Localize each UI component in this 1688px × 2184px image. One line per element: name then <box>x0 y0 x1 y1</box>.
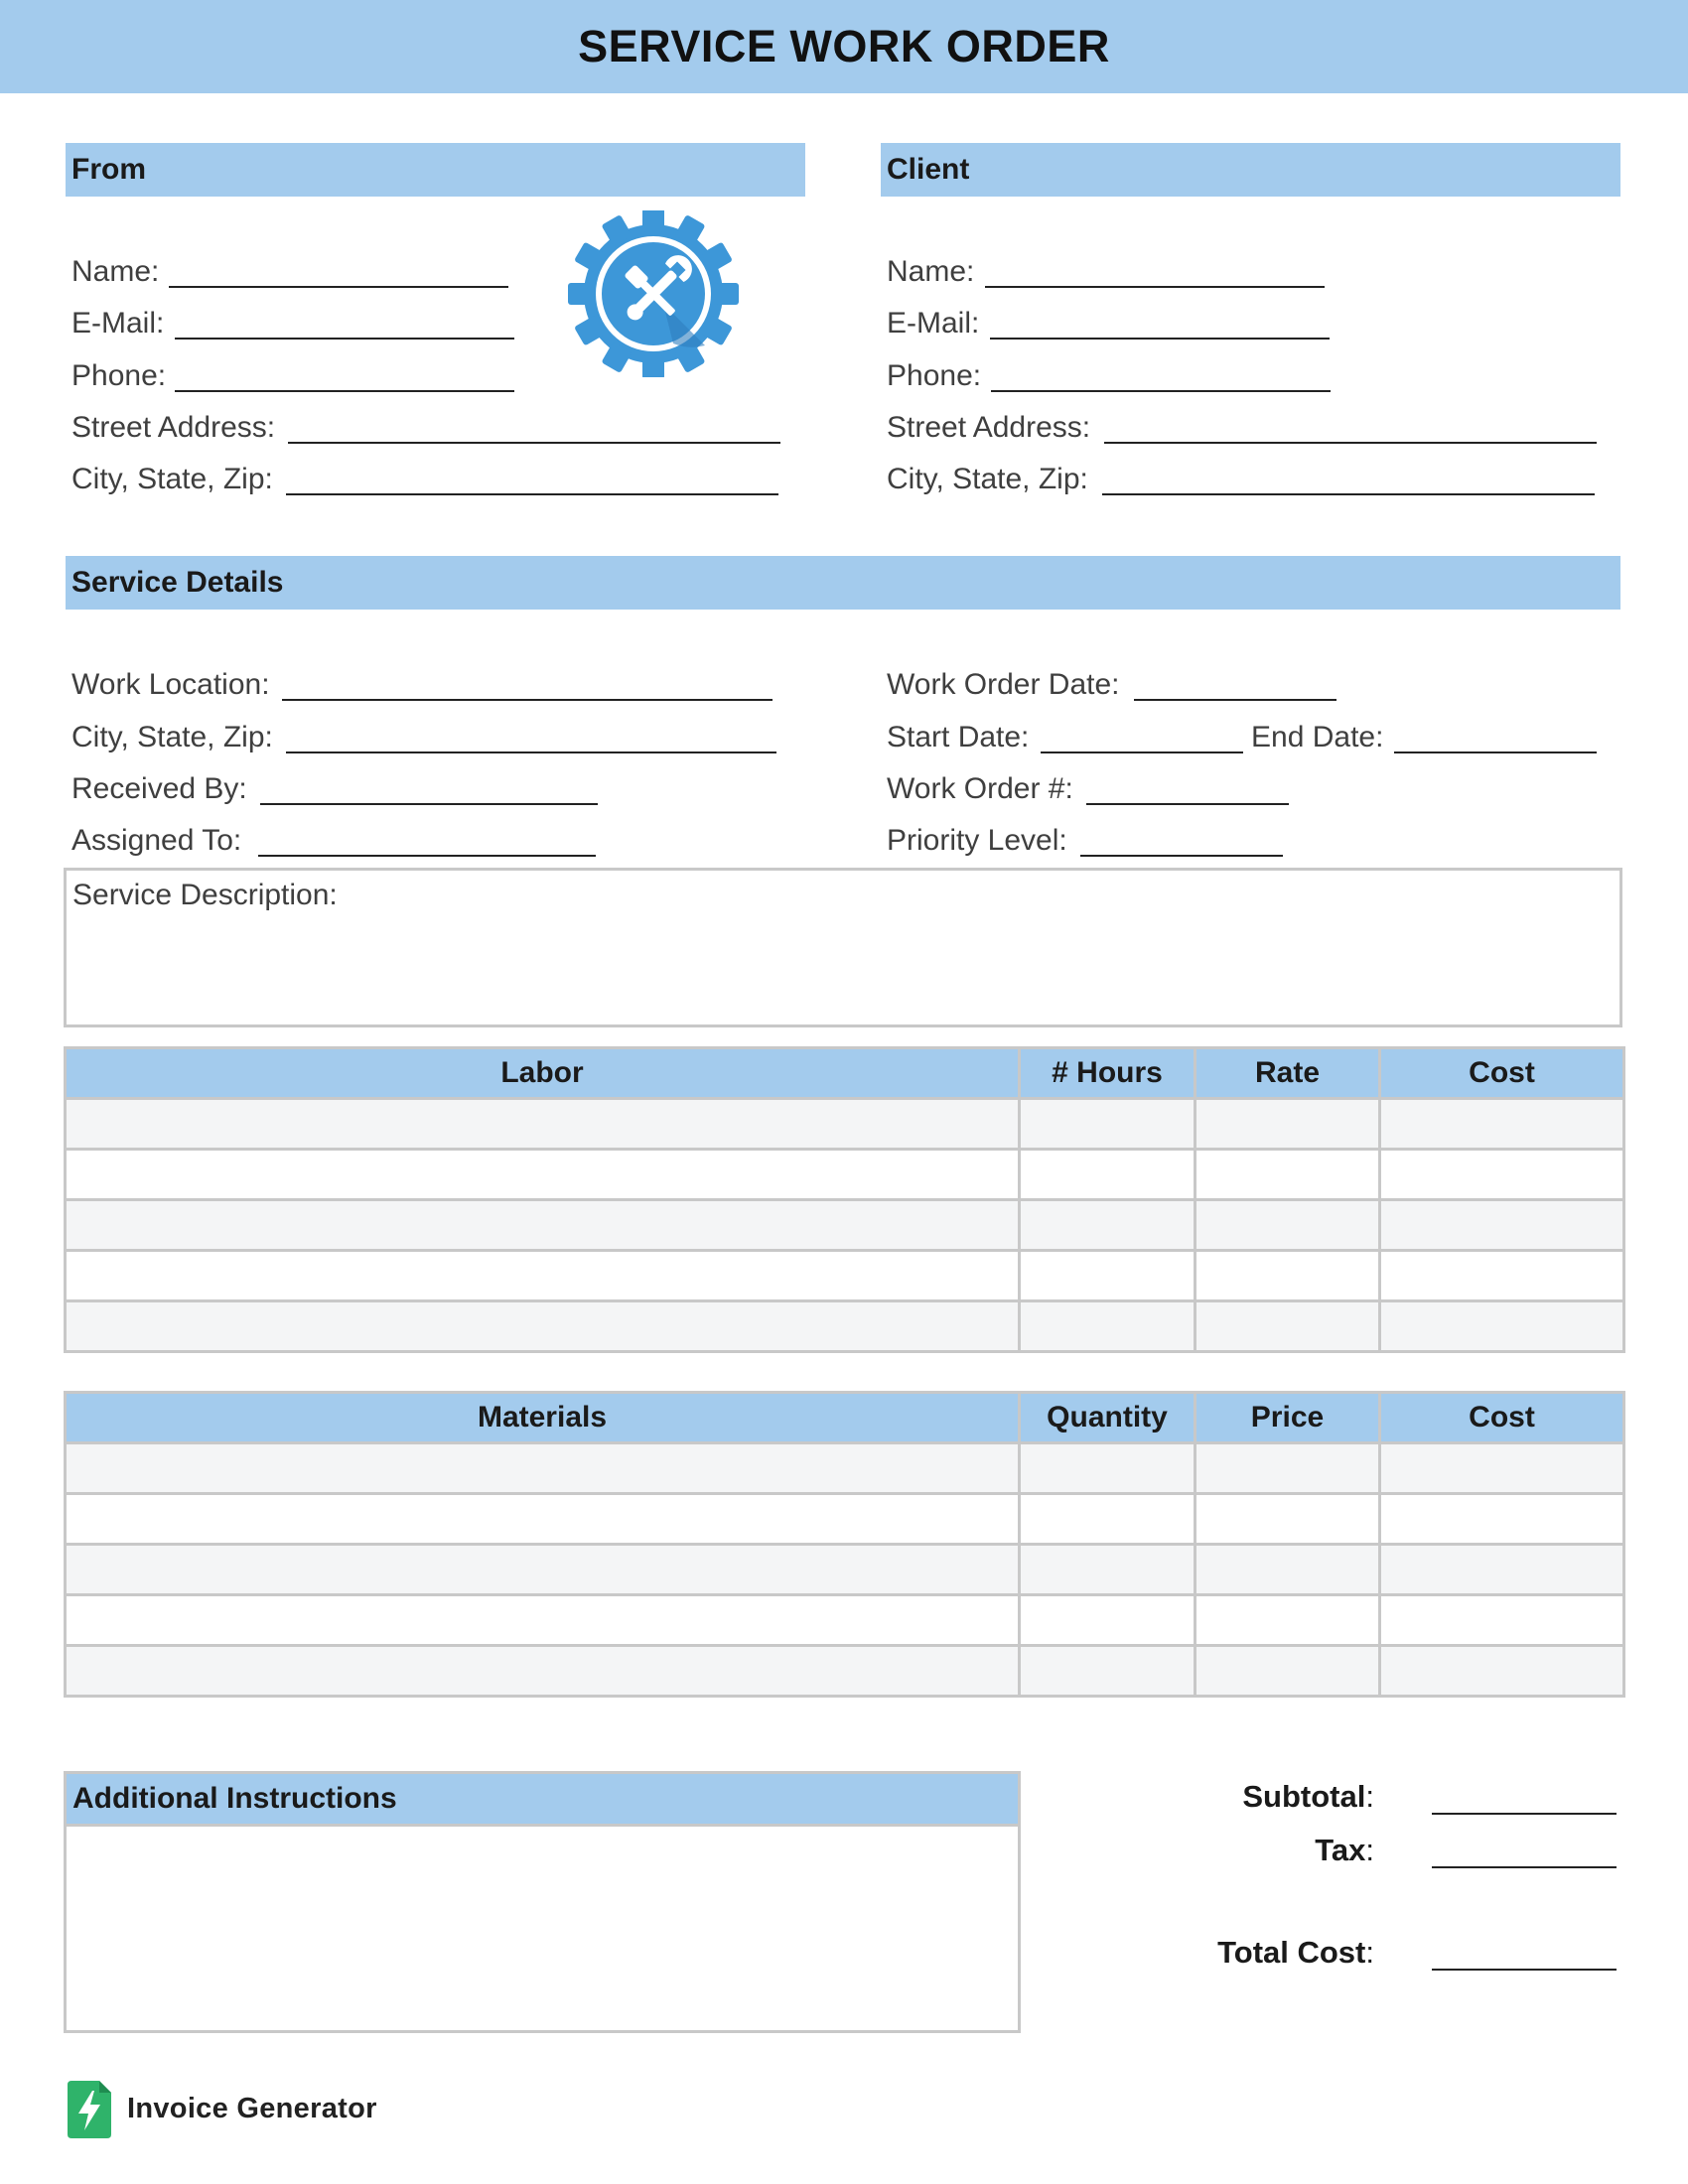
price-header: Price <box>1196 1393 1380 1443</box>
tax-colon: : <box>1365 1833 1374 1867</box>
labor-cell[interactable] <box>66 1301 1020 1352</box>
cost-cell[interactable] <box>1380 1200 1624 1251</box>
subtotal-label <box>1116 1777 1374 1817</box>
client-street-label: Street Address: <box>887 411 1091 444</box>
work-order-number-label: Work Order #: <box>887 772 1073 805</box>
hours-cell[interactable] <box>1020 1150 1196 1200</box>
service-city-label: City, State, Zip: <box>71 721 273 753</box>
from-email-label: E-Mail: <box>71 307 165 340</box>
client-name-field[interactable] <box>985 286 1325 288</box>
material-cell[interactable] <box>66 1646 1020 1697</box>
materials-header: Materials <box>66 1393 1020 1443</box>
client-email-field[interactable] <box>990 338 1330 340</box>
hours-cell[interactable] <box>1020 1099 1196 1150</box>
work-order-number-field[interactable] <box>1086 803 1289 805</box>
total-cost-colon: : <box>1365 1935 1374 1970</box>
additional-instructions-heading: Additional Instructions <box>72 1782 397 1815</box>
quantity-cell[interactable] <box>1020 1545 1196 1595</box>
service-description-box[interactable] <box>64 868 1622 1027</box>
from-phone-field[interactable] <box>175 390 514 392</box>
from-name-field[interactable] <box>169 286 508 288</box>
subtotal-colon: : <box>1365 1779 1374 1814</box>
total-cost-field[interactable] <box>1432 1969 1617 1971</box>
service-city-field[interactable] <box>286 751 776 753</box>
received-by-label: Received By: <box>71 772 247 805</box>
total-cost-label <box>1116 1933 1374 1973</box>
title-band <box>0 0 1688 93</box>
from-section-header <box>66 143 805 197</box>
rate-cell[interactable] <box>1196 1301 1380 1352</box>
client-name-label: Name: <box>887 255 975 288</box>
table-row <box>66 1251 1624 1301</box>
price-cell[interactable] <box>1196 1545 1380 1595</box>
labor-table-header <box>66 1048 1624 1099</box>
from-name-label: Name: <box>71 255 160 288</box>
work-order-date-field[interactable] <box>1134 699 1336 701</box>
from-phone-label: Phone: <box>71 359 167 392</box>
table-row <box>66 1443 1624 1494</box>
received-by-field[interactable] <box>260 803 598 805</box>
wrench-screwdriver-gear-icon <box>568 210 739 377</box>
rate-cell[interactable] <box>1196 1150 1380 1200</box>
table-row <box>66 1150 1624 1200</box>
tax-field[interactable] <box>1432 1866 1617 1868</box>
from-city-field[interactable] <box>286 493 778 495</box>
from-heading: From <box>71 153 146 186</box>
work-location-field[interactable] <box>282 699 773 701</box>
subtotal-field[interactable] <box>1432 1813 1617 1815</box>
client-phone-label: Phone: <box>887 359 982 392</box>
from-street-field[interactable] <box>288 442 780 444</box>
cost-cell[interactable] <box>1380 1251 1624 1301</box>
work-location-label: Work Location: <box>71 668 270 701</box>
hours-cell[interactable] <box>1020 1301 1196 1352</box>
rate-header: Rate <box>1196 1048 1380 1099</box>
end-date-label: End Date: <box>1251 721 1384 753</box>
client-street-field[interactable] <box>1104 442 1597 444</box>
table-row <box>66 1099 1624 1150</box>
tax-text: Tax <box>1315 1833 1366 1867</box>
table-row <box>66 1494 1624 1545</box>
end-date-field[interactable] <box>1394 751 1597 753</box>
client-city-label: City, State, Zip: <box>887 463 1088 495</box>
cost-cell[interactable] <box>1380 1099 1624 1150</box>
service-details-header <box>66 556 1620 610</box>
brand-logo <box>68 2081 111 2138</box>
cost-cell[interactable] <box>1380 1301 1624 1352</box>
client-phone-field[interactable] <box>991 390 1331 392</box>
cost-cell[interactable] <box>1380 1494 1624 1545</box>
table-row <box>66 1301 1624 1352</box>
brand-name: Invoice Generator <box>127 2093 377 2124</box>
labor-table <box>64 1046 1625 1353</box>
labor-cell[interactable] <box>66 1251 1020 1301</box>
start-date-label: Start Date: <box>887 721 1030 753</box>
logo <box>568 210 739 377</box>
labor-cell[interactable] <box>66 1099 1020 1150</box>
client-heading: Client <box>887 153 970 186</box>
cost-cell[interactable] <box>1380 1443 1624 1494</box>
client-email-label: E-Mail: <box>887 307 980 340</box>
hours-cell[interactable] <box>1020 1200 1196 1251</box>
lightning-document-icon <box>68 2081 111 2138</box>
table-row <box>66 1200 1624 1251</box>
rate-cell[interactable] <box>1196 1251 1380 1301</box>
material-cell[interactable] <box>66 1545 1020 1595</box>
labor-cell[interactable] <box>66 1200 1020 1251</box>
material-cell[interactable] <box>66 1494 1020 1545</box>
cost-cell[interactable] <box>1380 1646 1624 1697</box>
labor-cost-header: Cost <box>1380 1048 1624 1099</box>
price-cell[interactable] <box>1196 1443 1380 1494</box>
rate-cell[interactable] <box>1196 1200 1380 1251</box>
cost-cell[interactable] <box>1380 1595 1624 1646</box>
quantity-cell[interactable] <box>1020 1494 1196 1545</box>
materials-table-header <box>66 1393 1624 1443</box>
from-email-field[interactable] <box>175 338 514 340</box>
table-row <box>66 1646 1624 1697</box>
work-order-date-label: Work Order Date: <box>887 668 1120 701</box>
cost-cell[interactable] <box>1380 1150 1624 1200</box>
service-description-label: Service Description: <box>72 879 338 911</box>
labor-cell[interactable] <box>66 1150 1020 1200</box>
client-section-header <box>881 143 1620 197</box>
material-cell[interactable] <box>66 1595 1020 1646</box>
quantity-cell[interactable] <box>1020 1646 1196 1697</box>
materials-table <box>64 1391 1625 1698</box>
page-title: SERVICE WORK ORDER <box>578 21 1110 71</box>
quantity-cell[interactable] <box>1020 1595 1196 1646</box>
from-street-label: Street Address: <box>71 411 276 444</box>
priority-level-field[interactable] <box>1080 855 1283 857</box>
quantity-cell[interactable] <box>1020 1443 1196 1494</box>
hours-header: # Hours <box>1020 1048 1196 1099</box>
subtotal-text: Subtotal <box>1242 1779 1366 1814</box>
tax-label <box>1116 1831 1374 1870</box>
rate-cell[interactable] <box>1196 1099 1380 1150</box>
cost-cell[interactable] <box>1380 1545 1624 1595</box>
start-date-field[interactable] <box>1041 751 1243 753</box>
table-row <box>66 1595 1624 1646</box>
materials-cost-header: Cost <box>1380 1393 1624 1443</box>
assigned-to-label: Assigned To: <box>71 824 242 857</box>
additional-instructions-header <box>64 1771 1021 1827</box>
quantity-header: Quantity <box>1020 1393 1196 1443</box>
assigned-to-field[interactable] <box>258 855 596 857</box>
material-cell[interactable] <box>66 1443 1020 1494</box>
labor-header: Labor <box>66 1048 1020 1099</box>
from-city-label: City, State, Zip: <box>71 463 273 495</box>
hours-cell[interactable] <box>1020 1251 1196 1301</box>
total-cost-text: Total Cost <box>1217 1935 1366 1970</box>
client-city-field[interactable] <box>1102 493 1595 495</box>
table-row <box>66 1545 1624 1595</box>
price-cell[interactable] <box>1196 1494 1380 1545</box>
additional-instructions-box[interactable] <box>64 1824 1021 2033</box>
priority-level-label: Priority Level: <box>887 824 1067 857</box>
price-cell[interactable] <box>1196 1646 1380 1697</box>
price-cell[interactable] <box>1196 1595 1380 1646</box>
service-details-heading: Service Details <box>71 566 284 599</box>
